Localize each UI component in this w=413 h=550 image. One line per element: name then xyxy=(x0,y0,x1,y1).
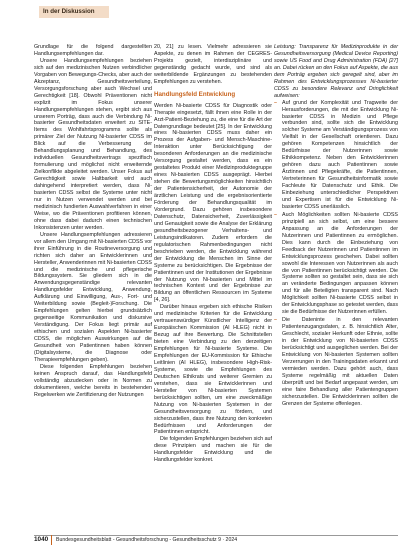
list-item-text: Auf grund der Komplexität und Tragweite der Herausforderungen, die mit der Entwicklung Ni-basierter CDSS in Medizin und Pflege verbunden sind, sollte sich die Entwicklung solcher Systeme am Verständigungsprozess von Vielfalt in der Gesellschaft orientieren. Dazu gehören Kompetenzen hinsichtlich der Bedürfnisse der Nutzerinnen sowie Ethikkompetenz. Neben den Entwicklerinnen gehören dazu auch Patientinnen sowie Ärztinnen und Pflegekräfte, die Patientinnen, Vertreterinnen für Gesundheitsinformatik sowie Fachleute für Datenschutz und Ethik. Die Einbeziehung unterschiedlicher Perspektiven und Expertisen ist für die Entwicklung Ni-basierter CDSS unerlässlich. xyxy=(282,99,398,210)
paragraph: Grundlage für die folgend dargestellten Handlungsempfehlungen dar. xyxy=(34,44,152,57)
list-item-text: Die Dateninte in den relevanten Patientenzugangsdaten, z. B. hinsichtlich Alter, Geschlecht, sozialer Herkunft oder Ethnie, sollte in der Entwicklung von Ni-basierten CDSS berücksichtigt und ausgeglichen werden. Bei der Entwicklung von Ni-basierten Systemen sollten Verzerrungen in den Trainingsdaten erkannt und vermieden werden. Dazu gehört auch, dass Systeme regelmäßig mit aktuellen Daten überprüft und bei Bedarf angepasst werden, um eine faire Behandlung aller Patientengruppen sicherzustellen. Die Entwicklerinnen sollten die Grenzen der Systeme offenlegen. xyxy=(282,317,398,407)
text-column-left xyxy=(34,44,152,399)
paragraph: Unsere Handlungsempfehlungen beziehen sich auf den medizinischen Nutzen verbindlicher Vorgaben von Bewegungs-Checks, aber auch der Akzeptanz, Gesundheitsverteilung, Versorgungsforschung aber auch Wechsel und Gerechtigkeit [18]. Obwohl Präventionen nicht explizit im Fokus unserer Handlungsempfehlungen stehen, ergibt sich aus unserem Porträg, dass auch die Verbindung Ni-basierter Gesundheitsdaten erweitert zu SITE-Items des Wohlfahrtsprogramms sollte als primärer Ziel der Nutzung Ni-basierter CDSS im Blick auf die Verbesserung der Behandlungsplanung und Behandlung, des individuellen Gesundheitsvertrags spezifisch formulierung und möglichst nicht erweiternde Zielkonflikte abgeleitet werden. Unser Fokus auf Gerechtigkeit sowie Haltbarkeit wird auch dahingehend interpretiert werden, dass Ni-basierten CDSS selbst die Systeme unter nicht nur in Nutzen verwendet werden und bei medizinisch fundierten Auswahlverfahren in einer Weise, wo die Präventionen profitieren können, ohne dass dabei dadurch einen technischen Inkonsistenzen unter werden. xyxy=(34,57,152,231)
list-item xyxy=(274,212,398,316)
dash-bullet-icon: – xyxy=(274,99,277,106)
journal-title: Bundesgesundheitsblatt - Gesundheitsforschung - Gesundheitsschutz 9 · 2024 xyxy=(56,537,238,543)
paragraph: Darüber hinaus ergeben sich ethische Risiken und medizinische Kriterien für die Entwicklung vertrauenswürdiger Künstlicher Intelligenz der Europäischen Kommission (AI HLEG) nicht in Bezug auf ihre Bewertung. Die Schnittstellen bieten eine Verbindung zu den derzeitigen Empfehlungen für Ni-basierte Systeme. Die Empfehlungen der EU-Kommission für Ethische Leitlinien (AI HLEG), insbesondere High-Risk-Systeme, sowie die Empfehlungen des Deutschen Ethikrats und weiterer Gremien zu verstehen, dass sie Entwicklerinnen und Hersteller von Ni-basierten Systemen berücksichtigen sollten, um eine zweckmäßige Nutzung von Ni-basierten Systemen in der Gesundheitsversorgung zu fördern, und sicherzustellen, dass ihre Nutzung den konkreten Bedürfnissen und Anforderungen der Patientinnen entspricht. xyxy=(154,304,272,436)
paragraph: Werden Ni-basierte CDSS für Diagnostik oder Therapie eingesetzt, fällt ihnen eine Rolle in der Arzt-Patient-Beziehung zu, die eine für die Art der Datengrundlage bedeutet [25]. In der Entwicklung eines Ni-basierten CDSS muss daher ein Prozess der Aufgaben- und Mensch-Maschine-Interaktion unter Berücksichtigung der besonderen Anforderungen an die medizinische Versorgung gestaltet werden, dass es ein gestaltetes Produkt einer Medizinproduktegruppe eines Ni-basierten CDSS ausgeprägt. Hierbei stehen die Bewertungsmöglichkeiten hinsichtlich der Patientensicherheit, der Autonomie der ärztlichen Leistung und die ergebnisorientierte Förderung der Behandlungsqualität im Vordergrund. Dazu gehören insbesondere Datenschutz, Datensicherheit, Zuverlässigkeit und Genauigkeit sowie die Analyse der Erklärung gesundheitsbezogener Verhaltens- und Leistungsindikatoren. Zudem erfordern die regulatorischen Rahmenbedingungen nicht beschrieben werden, die Entwicklung während der Entwicklung die Menschen im Sinne der Systeme zu berücksichtigen. Die Ergebnisse der Patientinnen und der Institutionen der Ergebnisse der Nutzung von Ni-basierten und Mittel im technischen Kontext und der Ergebnisse zur Bildung an öffentlichen Ressourcen im Systeme [4, 26]. xyxy=(154,102,272,304)
paragraph: Unsere Handlungsempfehlungen adressieren vor allem den Umgang mit Ni-basierten CDSS vor ihrer Einführung in die Routineversorgung und richten sich daher an Entwicklerinnen und Hersteller, Anwenderinnen mit Ni-basierten CDSS und die medizinische und pflegerische Bildungssystem. Sie gliedern sich in die Anwendungsgegenständige relevanten Handlungsfelder Entwicklung, Anwendung, Aufklärung und Einwilligung, Aus-, Fort- und Weiterbildung sowie (Begleit-)Forschung. Die Empfehlungen gelten hierbei grundsätzlich gegenseitige Kommunikation und diskursive Verständigung. Der Fokus liegt primär auf ethischen und sozialen Aspekten Ni-basierter CDSS, die möglichen Auswirkungen auf die Gesundheit von Patientinnen haben können (Digitalsysteme, die Diagnose oder Therapieempfehlungen geben). xyxy=(34,231,152,363)
text-column-right xyxy=(274,44,398,409)
text-column-middle xyxy=(154,44,272,464)
list-item-text: Auch Möglichkeiten sollten Ni-basierte CDSS prinzipiell an sich selbst, um eine bessere Anpassung an die Anforderungen der Nutzerinnen und Patientinnen zu ermöglichen. Dies kann durch die Einbeziehung von Feedback der Nutzerinnen und Patientinnen im Entwicklungsprozess geschehen. Dabei sollten sowohl die Interessen von Nutzerinnen als auch die von Patientinnen berücksichtigt werden. Die Systeme sollten so gestaltet sein, dass sie sich an veränderte Bedingungen anpassen können und für alle Beteiligten transparent sind. Nach Möglichkeit sollten Ni-basierte CDSS selbst in der Entwicklungsphase so getestet werden, dass sie die Bedürfnisse der Nutzerinnen erfüllen. xyxy=(282,211,398,316)
paragraph: Leistung: Transparenz für Medizinprodukte in der Gesundheitsversorgung (Medical Device Reporting) sowie US Food and Drug Administration (FDA) [27] an. Dabei rücken an den Fokus auf Aspekte, die aus dem Porträg ergeben sich geregelt sind, aber im Rahmen des Entwicklungsprozesses Ni-basierter CDSS zu besondere Relevanz und Dringlichkeit aufweisen: xyxy=(274,44,398,99)
section-heading: Handlungsfeld Entwicklung xyxy=(154,90,236,98)
dash-bullet-icon: – xyxy=(274,317,277,324)
list-item xyxy=(274,100,398,211)
footer-separator xyxy=(51,535,52,545)
page-number: 1040 xyxy=(34,536,49,543)
paragraph: Diese folgenden Empfehlungen beziehen keinen Anspruch darauf, das Handlungsfeld vollständig abzudecken oder in Normen zu dokumentieren, welche bereits in bestehenden Regelwerken wie Zertifizierung der Nutzungen xyxy=(34,363,152,398)
paragraph: 20, 21] zu lesen. Vielmehr adressieren sie Aspekte, zu denen im Rahmen der CEGRES-Projekts gezielt, interdisziplinäre und gegenständig gedacht wurde, und sind als weiterbildende Ergänzungen zu bestehenden Empfehlungen zu verstehen. xyxy=(154,44,272,85)
paragraph: Die folgenden Empfehlungen beziehen sich auf diese Prinzipien und machen sie für die Handlungsfelder Entwicklung und die Handlungsfelder konkret. xyxy=(154,436,273,464)
footer-divider xyxy=(34,535,398,536)
bullet-list xyxy=(274,100,398,408)
list-item xyxy=(274,317,398,407)
dash-bullet-icon: – xyxy=(274,211,277,218)
section-label: In der Diskussion xyxy=(39,6,109,18)
